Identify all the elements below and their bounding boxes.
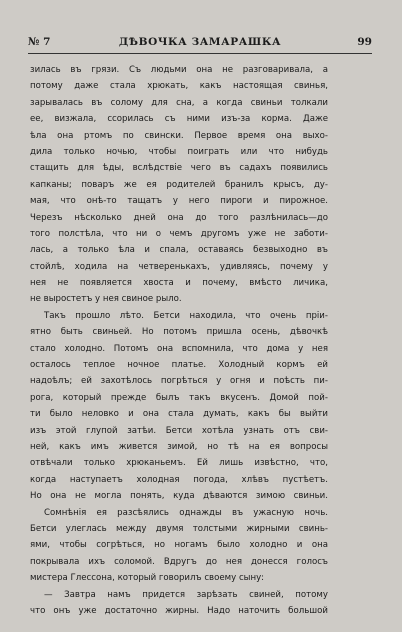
text-line: стало холодно. Потомъ она вспомнила, что дома у нея	[30, 343, 328, 354]
text-line: зарывалась въ солому для сна, а когда свиньи толкали	[30, 97, 328, 108]
text-line: Черезъ нѣсколько дней она до того разлѣнилась—до	[30, 212, 328, 223]
text-line: зилась въ грязи. Съ людьми она не разговаривала, а	[30, 65, 328, 75]
text-line: нея не появляется хвоста и почему, вмѣсто личика,	[30, 278, 328, 289]
text-line: ее, визжала, ссорилась съ ними изъ-за корма. Даже	[30, 114, 328, 125]
text-line: Такъ прошло лѣто. Бетси находила, что очень пріи-	[44, 310, 328, 321]
text-line: стойлѣ, ходила на четверенькахъ, удивляясь, почему у	[30, 261, 328, 272]
text-line: не выростетъ у нея свиное рыло.	[30, 294, 182, 305]
text-line: потому даже стала хрюкать, какъ настоящая свинья,	[30, 81, 328, 92]
text-line: ней, какъ имъ живется зимой, но тѣ на ея вопросы	[30, 441, 328, 452]
text-line: ти было неловко и она стала думать, какъ бы выйти	[30, 409, 328, 420]
text-line: дила только ночью, чтобы поиграть или что нибудь	[30, 146, 328, 157]
text-line: — Завтра намъ придется зарѣзать свиней, потому	[44, 589, 328, 600]
text-line: стащить для ѣды, вслѣдствіе чего въ садахъ появились	[30, 163, 328, 174]
text-line: Сомнѣнія ея разсѣялись однажды въ ужасную ночь.	[44, 507, 328, 518]
text-line: ятно быть свиньей. Но потомъ пришла осень, дѣвочкѣ	[30, 327, 328, 338]
text-line: надоѣлъ; ей захотѣлось погрѣться у огня и поѣсть пи-	[30, 376, 328, 387]
text-line: мистера Глессона, который говорилъ своему сыну:	[30, 573, 265, 584]
text-line: ями, чтобы согрѣться, но ногамъ было холодно и она	[30, 540, 328, 551]
text-line: покрывала ихъ соломой. Вдругъ до нея донесся голосъ	[30, 556, 328, 567]
text-line: ѣла она ртомъ по свински. Первое время она выхо-	[30, 130, 328, 141]
text-line: мая, что онѣ-то тащатъ у него пироги и пирожное.	[30, 196, 328, 207]
running-title: ДѢВОЧКА ЗАМАРАШКА	[118, 36, 282, 48]
text-line: изъ этой глупой затѣи. Бетси хотѣла узнать отъ сви-	[30, 425, 328, 436]
text-line: рога, который прежде былъ такъ вкусенъ. Домой пой-	[30, 392, 328, 403]
header-rule	[28, 53, 372, 54]
text-line: что онъ уже достаточно жирны. Надо наточить большой	[30, 605, 328, 616]
text-line: когда наступаетъ холодная погода, хлѣвъ пустѣетъ.	[30, 474, 328, 485]
body-text	[30, 62, 328, 619]
text-line: отвѣчали только хрюканьемъ. Ей лишь извѣстно, что,	[30, 458, 328, 469]
issue-number: № 7	[28, 36, 51, 48]
text-line: Бетси улеглась между двумя толстыми жирными свинь-	[30, 523, 328, 534]
text-line: Но она не могла понять, куда дѣваются зимою свиньи.	[30, 491, 328, 502]
text-line: капканы; поваръ же ея родителей бранилъ крысъ, ду-	[30, 179, 328, 190]
text-line: того полстѣла, что ни о чемъ другомъ уже не заботи-	[30, 228, 328, 239]
page-number: 99	[357, 36, 372, 48]
text-line: осталось теплое ночное платье. Холодный кормъ ей	[30, 360, 328, 371]
running-header	[28, 36, 372, 54]
text-line: лась, а только ѣла и спала, оставаясь безвыходно въ	[30, 245, 328, 256]
